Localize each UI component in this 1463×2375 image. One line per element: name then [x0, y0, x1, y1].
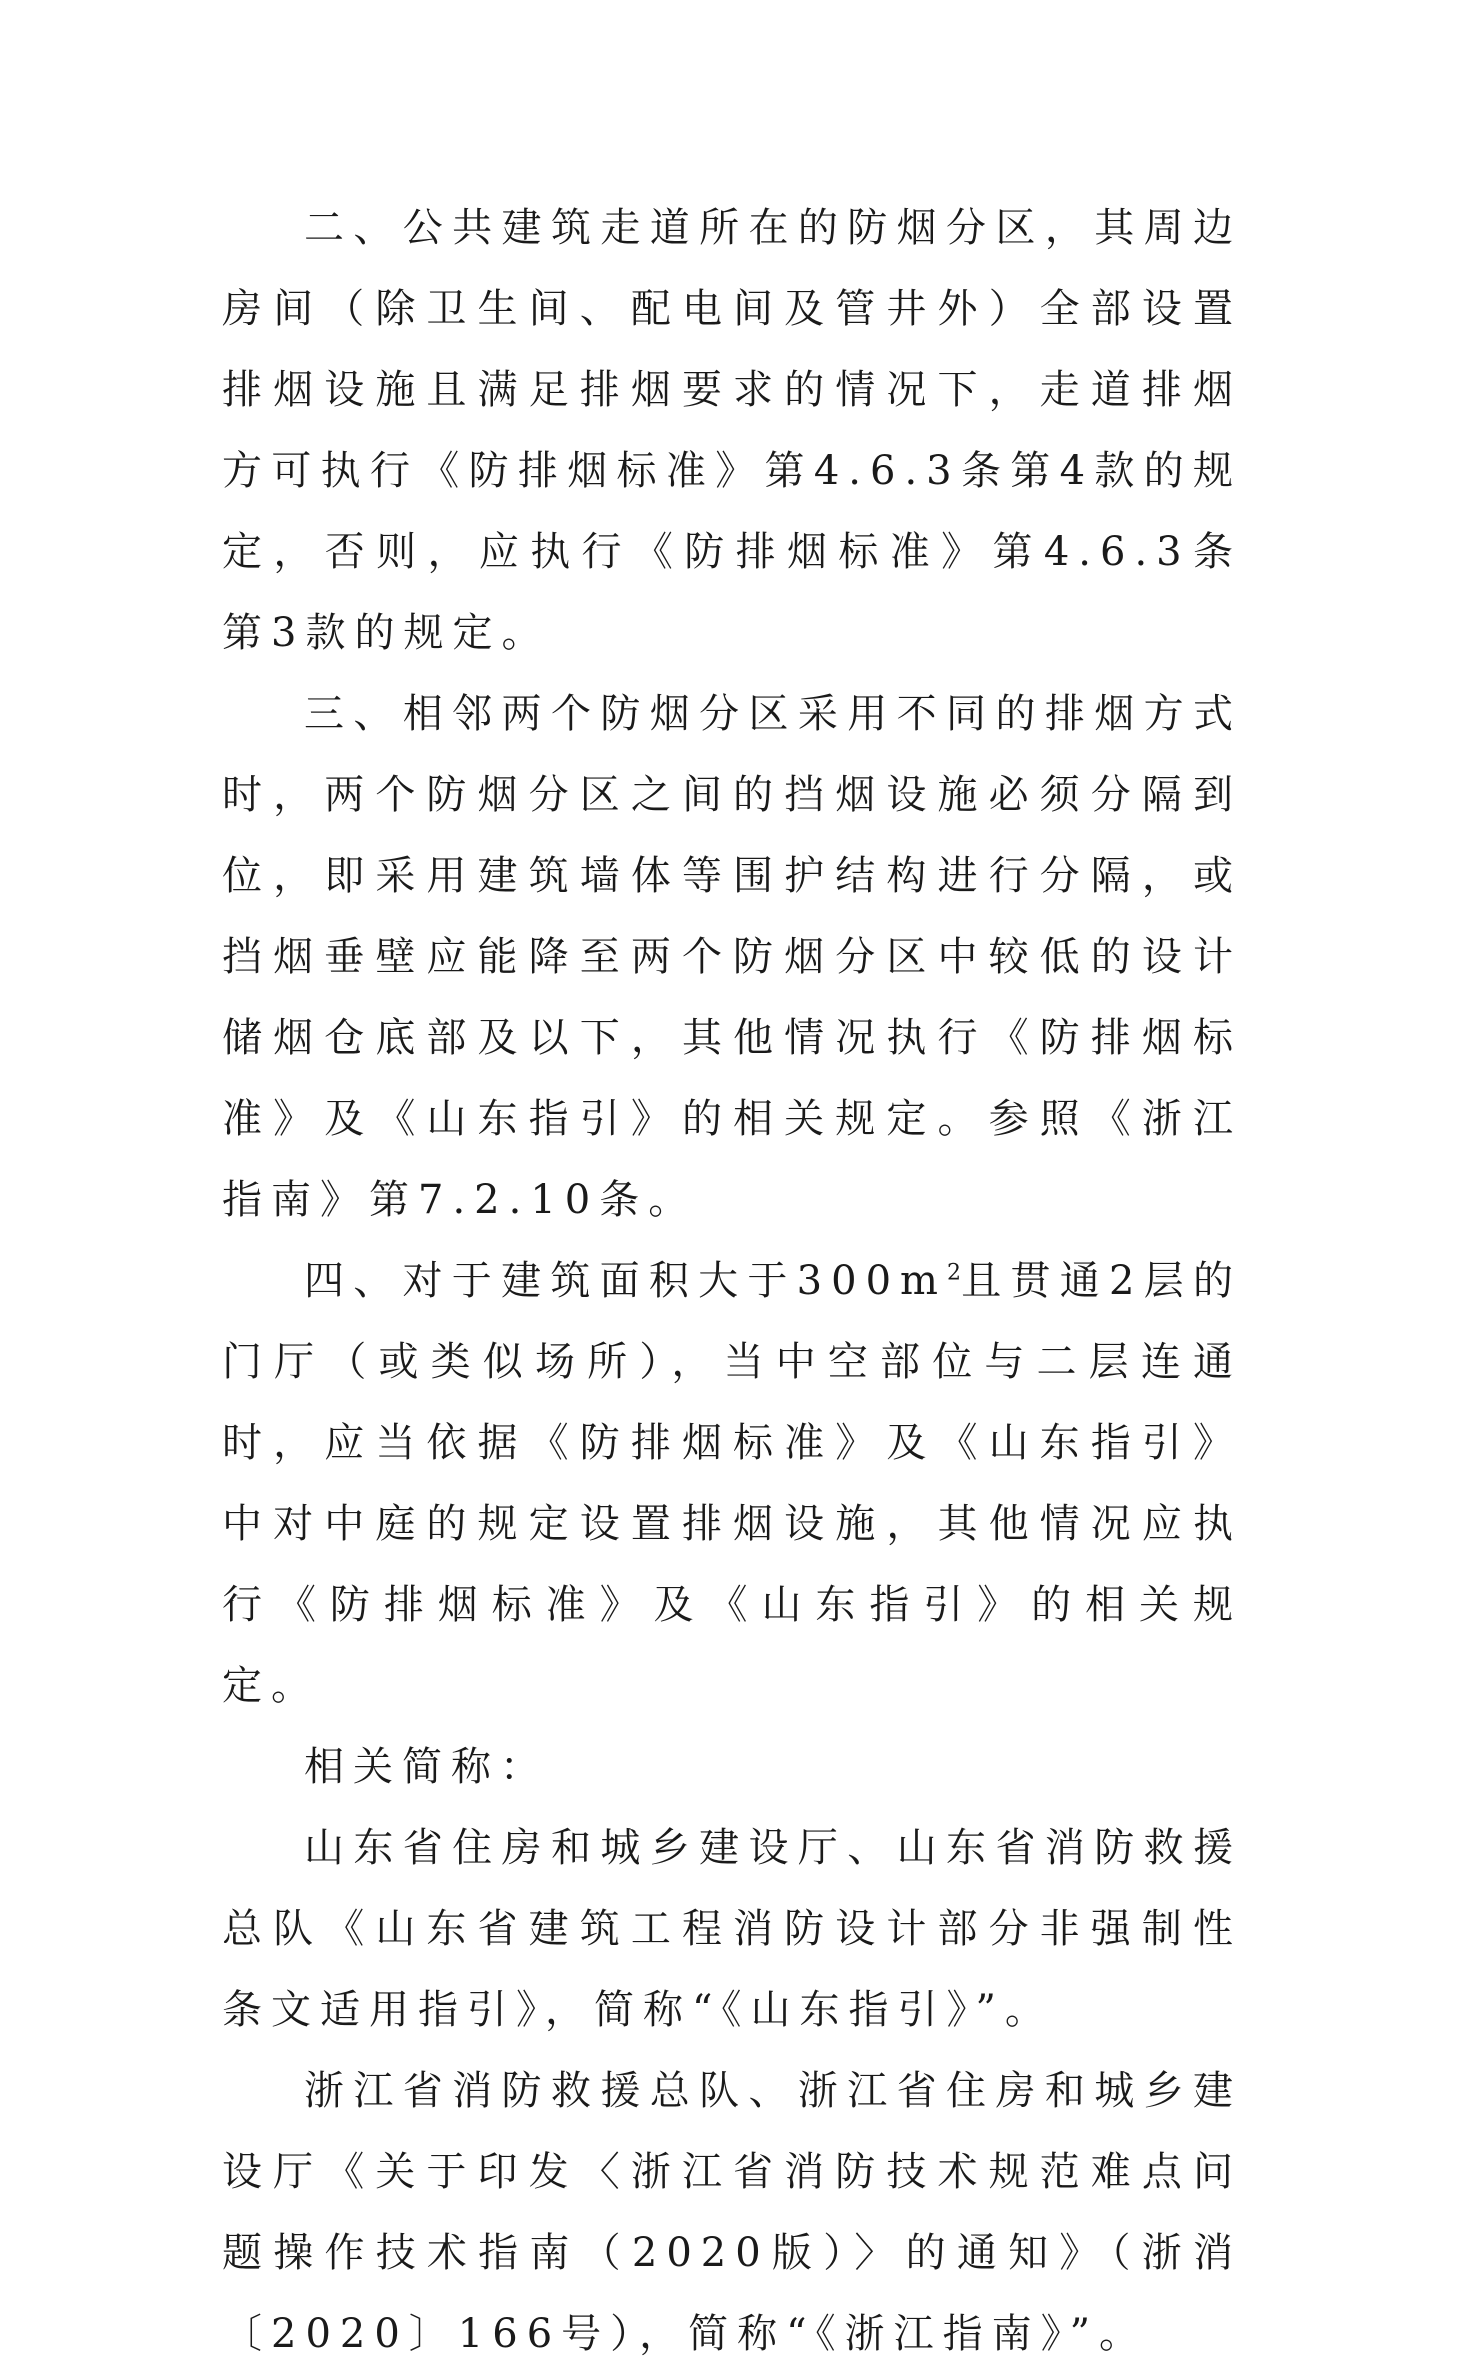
paragraph-zhejiang-guide: 浙江省消防救援总队、浙江省住房和城乡建设厅《关于印发〈浙江省消防技术规范难点问题操作技术指南（2020版）〉的通知》（浙消〔2020〕166号），简称“《浙江指南》”。 [222, 2068, 1242, 2357]
lobby-text-end: 且贯通2层的门厅（或类似场所），当中空部位与二层连通时，应当依据《防排烟标准》及《山东指引》中对中庭的规定设置排烟设施，其他情况应执行《防排烟标准》及《山东指引》的相关规定。 [222, 1258, 1243, 1709]
paragraph-lobby-smoke-exhaust [222, 1241, 1242, 1727]
document-body [222, 188, 1242, 2375]
paragraph-abbreviations-heading: 相关简称： [304, 1744, 549, 1790]
paragraph-corridor-smoke-exhaust: 二、公共建筑走道所在的防烟分区，其周边房间（除卫生间、配电间及管井外）全部设置排烟设施且满足排烟要求的情况下，走道排烟方可执行《防排烟标准》第4.6.3条第4款的规定，否则，应执行《防排烟标准》第4.6.3条第3款的规定。 [222, 205, 1242, 656]
lobby-text-start: 四、对于建筑面积大于300m [304, 1258, 947, 1304]
paragraph-adjacent-smoke-zones: 三、相邻两个防烟分区采用不同的排烟方式时，两个防烟分区之间的挡烟设施必须分隔到位，即采用建筑墙体等围护结构进行分隔，或挡烟垂壁应能降至两个防烟分区中较低的设计储烟仓底部及以下，其他情况执行《防排烟标准》及《山东指引》的相关规定。参照《浙江指南》第7.2.10条。 [222, 691, 1242, 1223]
superscript-2: 2 [946, 1260, 961, 1286]
paragraph-shandong-guideline: 山东省住房和城乡建设厅、山东省消防救援总队《山东省建筑工程消防设计部分非强制性条文适用指引》，简称“《山东指引》”。 [222, 1825, 1242, 2033]
